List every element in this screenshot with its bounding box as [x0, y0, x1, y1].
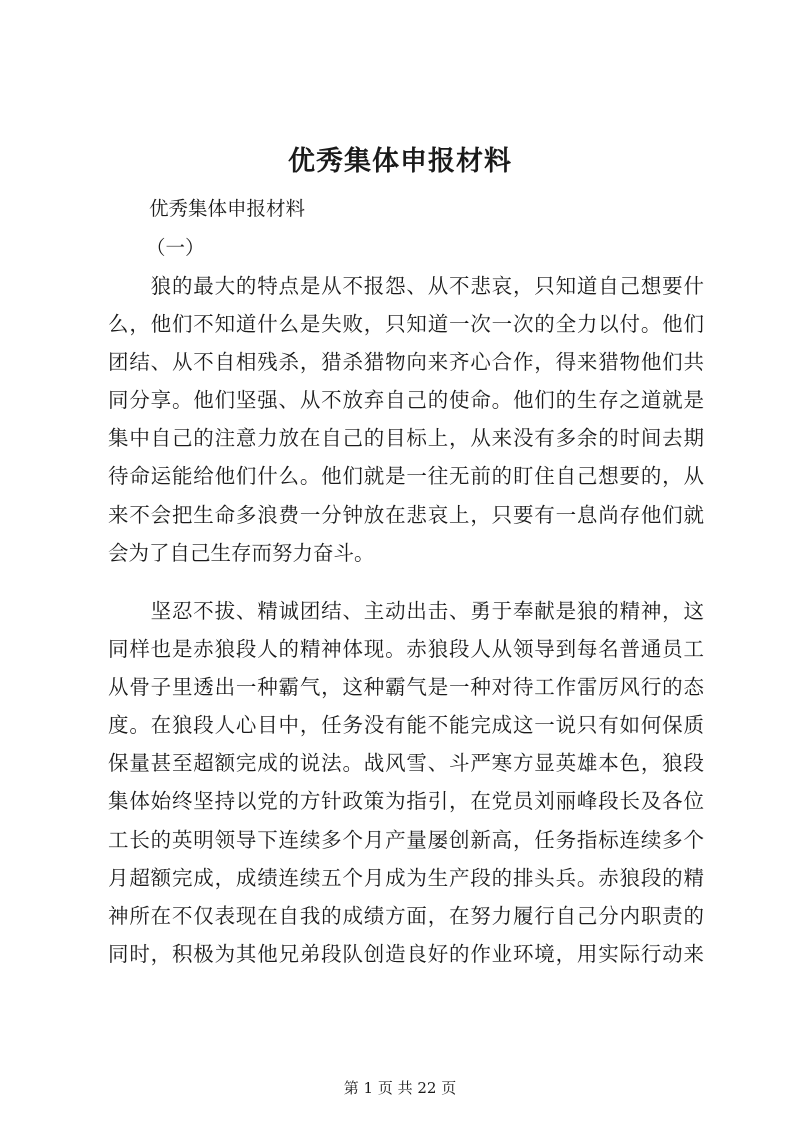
paragraph-line: 来不会把生命多浪费一分钟放在悲哀上，只要有一息尚存他们就 — [108, 502, 704, 527]
paragraph-line: 神所在不仅表现在自我的成绩方面，在努力履行自己分内职责的 — [108, 903, 704, 928]
paragraph-line: 保量甚至超额完成的说法。战风雪、斗严寒方显英雄本色，狼段 — [108, 751, 704, 776]
paragraph-line: 集体始终坚持以党的方针政策为指引，在党员刘丽峰段长及各位 — [108, 789, 704, 814]
paragraph-line: 坚忍不拔、精诚团结、主动出击、勇于奉献是狼的精神，这 — [108, 599, 704, 623]
paragraph-line: 度。在狼段人心目中，任务没有能不能完成这一说只有如何保质 — [108, 713, 704, 738]
paragraph-line: 同分享。他们坚强、从不放弃自己的使命。他们的生存之道就是 — [108, 388, 704, 413]
section-marker: （一） — [146, 236, 205, 259]
document-title: 优秀集体申报材料 — [288, 146, 512, 177]
page-footer: 第 1 页 共 22 页 — [343, 1079, 457, 1097]
paragraph-2 — [108, 592, 704, 973]
paragraph-line: 么，他们不知道什么是失败，只知道一次一次的全力以付。他们 — [108, 312, 704, 337]
paragraph-line: 同样也是赤狼段人的精神体现。赤狼段人从领导到每名普通员工 — [108, 637, 704, 662]
paragraph-line: 集中自己的注意力放在自己的目标上，从来没有多余的时间去期 — [108, 426, 704, 451]
paragraph-line: 会为了自己生存而努力奋斗。 — [108, 540, 375, 565]
document-subtitle: 优秀集体申报材料 — [149, 197, 306, 220]
paragraph-line: 工长的英明领导下连续多个月产量屡创新高，任务指标连续多个 — [108, 827, 704, 852]
paragraph-line: 团结、从不自相残杀，猎杀猎物向来齐心合作，得来猎物他们共 — [108, 350, 704, 375]
paragraph-line: 狼的最大的特点是从不报怨、从不悲哀，只知道自己想要什 — [108, 274, 704, 298]
paragraph-1 — [108, 267, 704, 572]
paragraph-line: 月超额完成，成绩连续五个月成为生产段的排头兵。赤狼段的精 — [108, 865, 704, 890]
paragraph-line: 从骨子里透出一种霸气，这种霸气是一种对待工作雷厉风行的态 — [108, 675, 704, 700]
paragraph-line: 同时，积极为其他兄弟段队创造良好的作业环境，用实际行动来 — [108, 941, 704, 966]
paragraph-line: 待命运能给他们什么。他们就是一往无前的盯住自己想要的，从 — [108, 464, 704, 489]
